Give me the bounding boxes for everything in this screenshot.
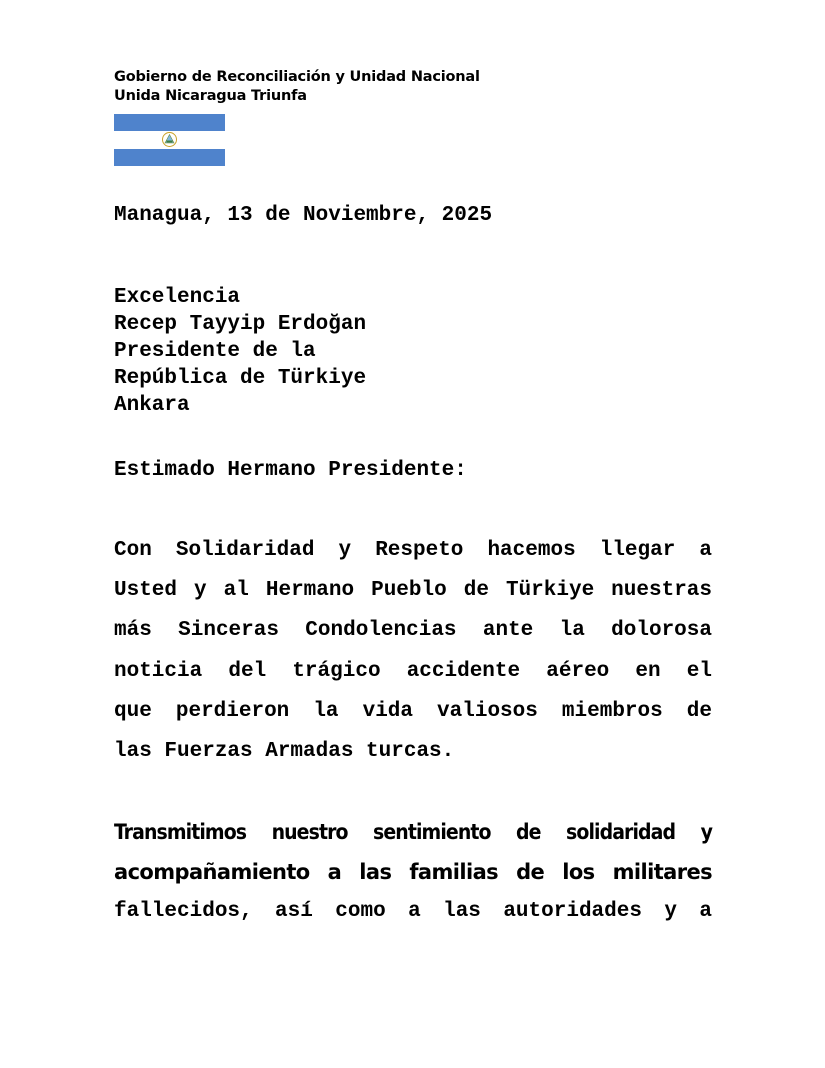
addressee-line: Excelencia [114, 286, 241, 309]
letterhead-slogan: Unida Nicaragua Triunfa [114, 88, 307, 104]
paragraph-line: que perdieron la vida valiosos miembros de [114, 699, 712, 723]
paragraph-line: fallecidos, así como a las autoridades y a [114, 900, 712, 924]
letter-date: Managua, 13 de Noviembre, 2025 [114, 204, 493, 227]
paragraph-line: Con Solidaridad y Respeto hacemos llegar a [114, 539, 712, 562]
paragraph-line: las Fuerzas Armadas turcas. [114, 739, 455, 763]
letterhead [114, 68, 480, 106]
nicaragua-flag-icon [114, 114, 225, 166]
coat-of-arms-icon [161, 131, 178, 148]
addressee-line: Presidente de la [114, 340, 316, 363]
paragraph-line: más Sinceras Condolencias ante la dolorosa [114, 619, 712, 643]
addressee-block [114, 284, 366, 419]
flag-bottom-blue-band [114, 149, 225, 166]
paragraph-line: acompañamiento a las familias de los militares [114, 860, 712, 885]
addressee-line: Ankara [114, 394, 190, 417]
body-paragraph-solidarity [114, 812, 712, 933]
paragraph-line: Usted y al Hermano Pueblo de Türkiye nuestras [114, 579, 712, 603]
addressee-line: Recep Tayyip Erdoğan [114, 313, 367, 336]
salutation: Estimado Hermano Presidente: [114, 459, 467, 482]
addressee-line: República de Türkiye [114, 367, 367, 390]
paragraph-line: noticia del trágico accidente aéreo en el [114, 659, 712, 683]
paragraph-line: Transmitimos nuestro sentimiento de solidaridad y [114, 820, 712, 844]
body-paragraph-condolences [114, 531, 712, 772]
letterhead-government-name: Gobierno de Reconciliación y Unidad Nacional [114, 69, 480, 85]
flag-top-blue-band [114, 114, 225, 131]
